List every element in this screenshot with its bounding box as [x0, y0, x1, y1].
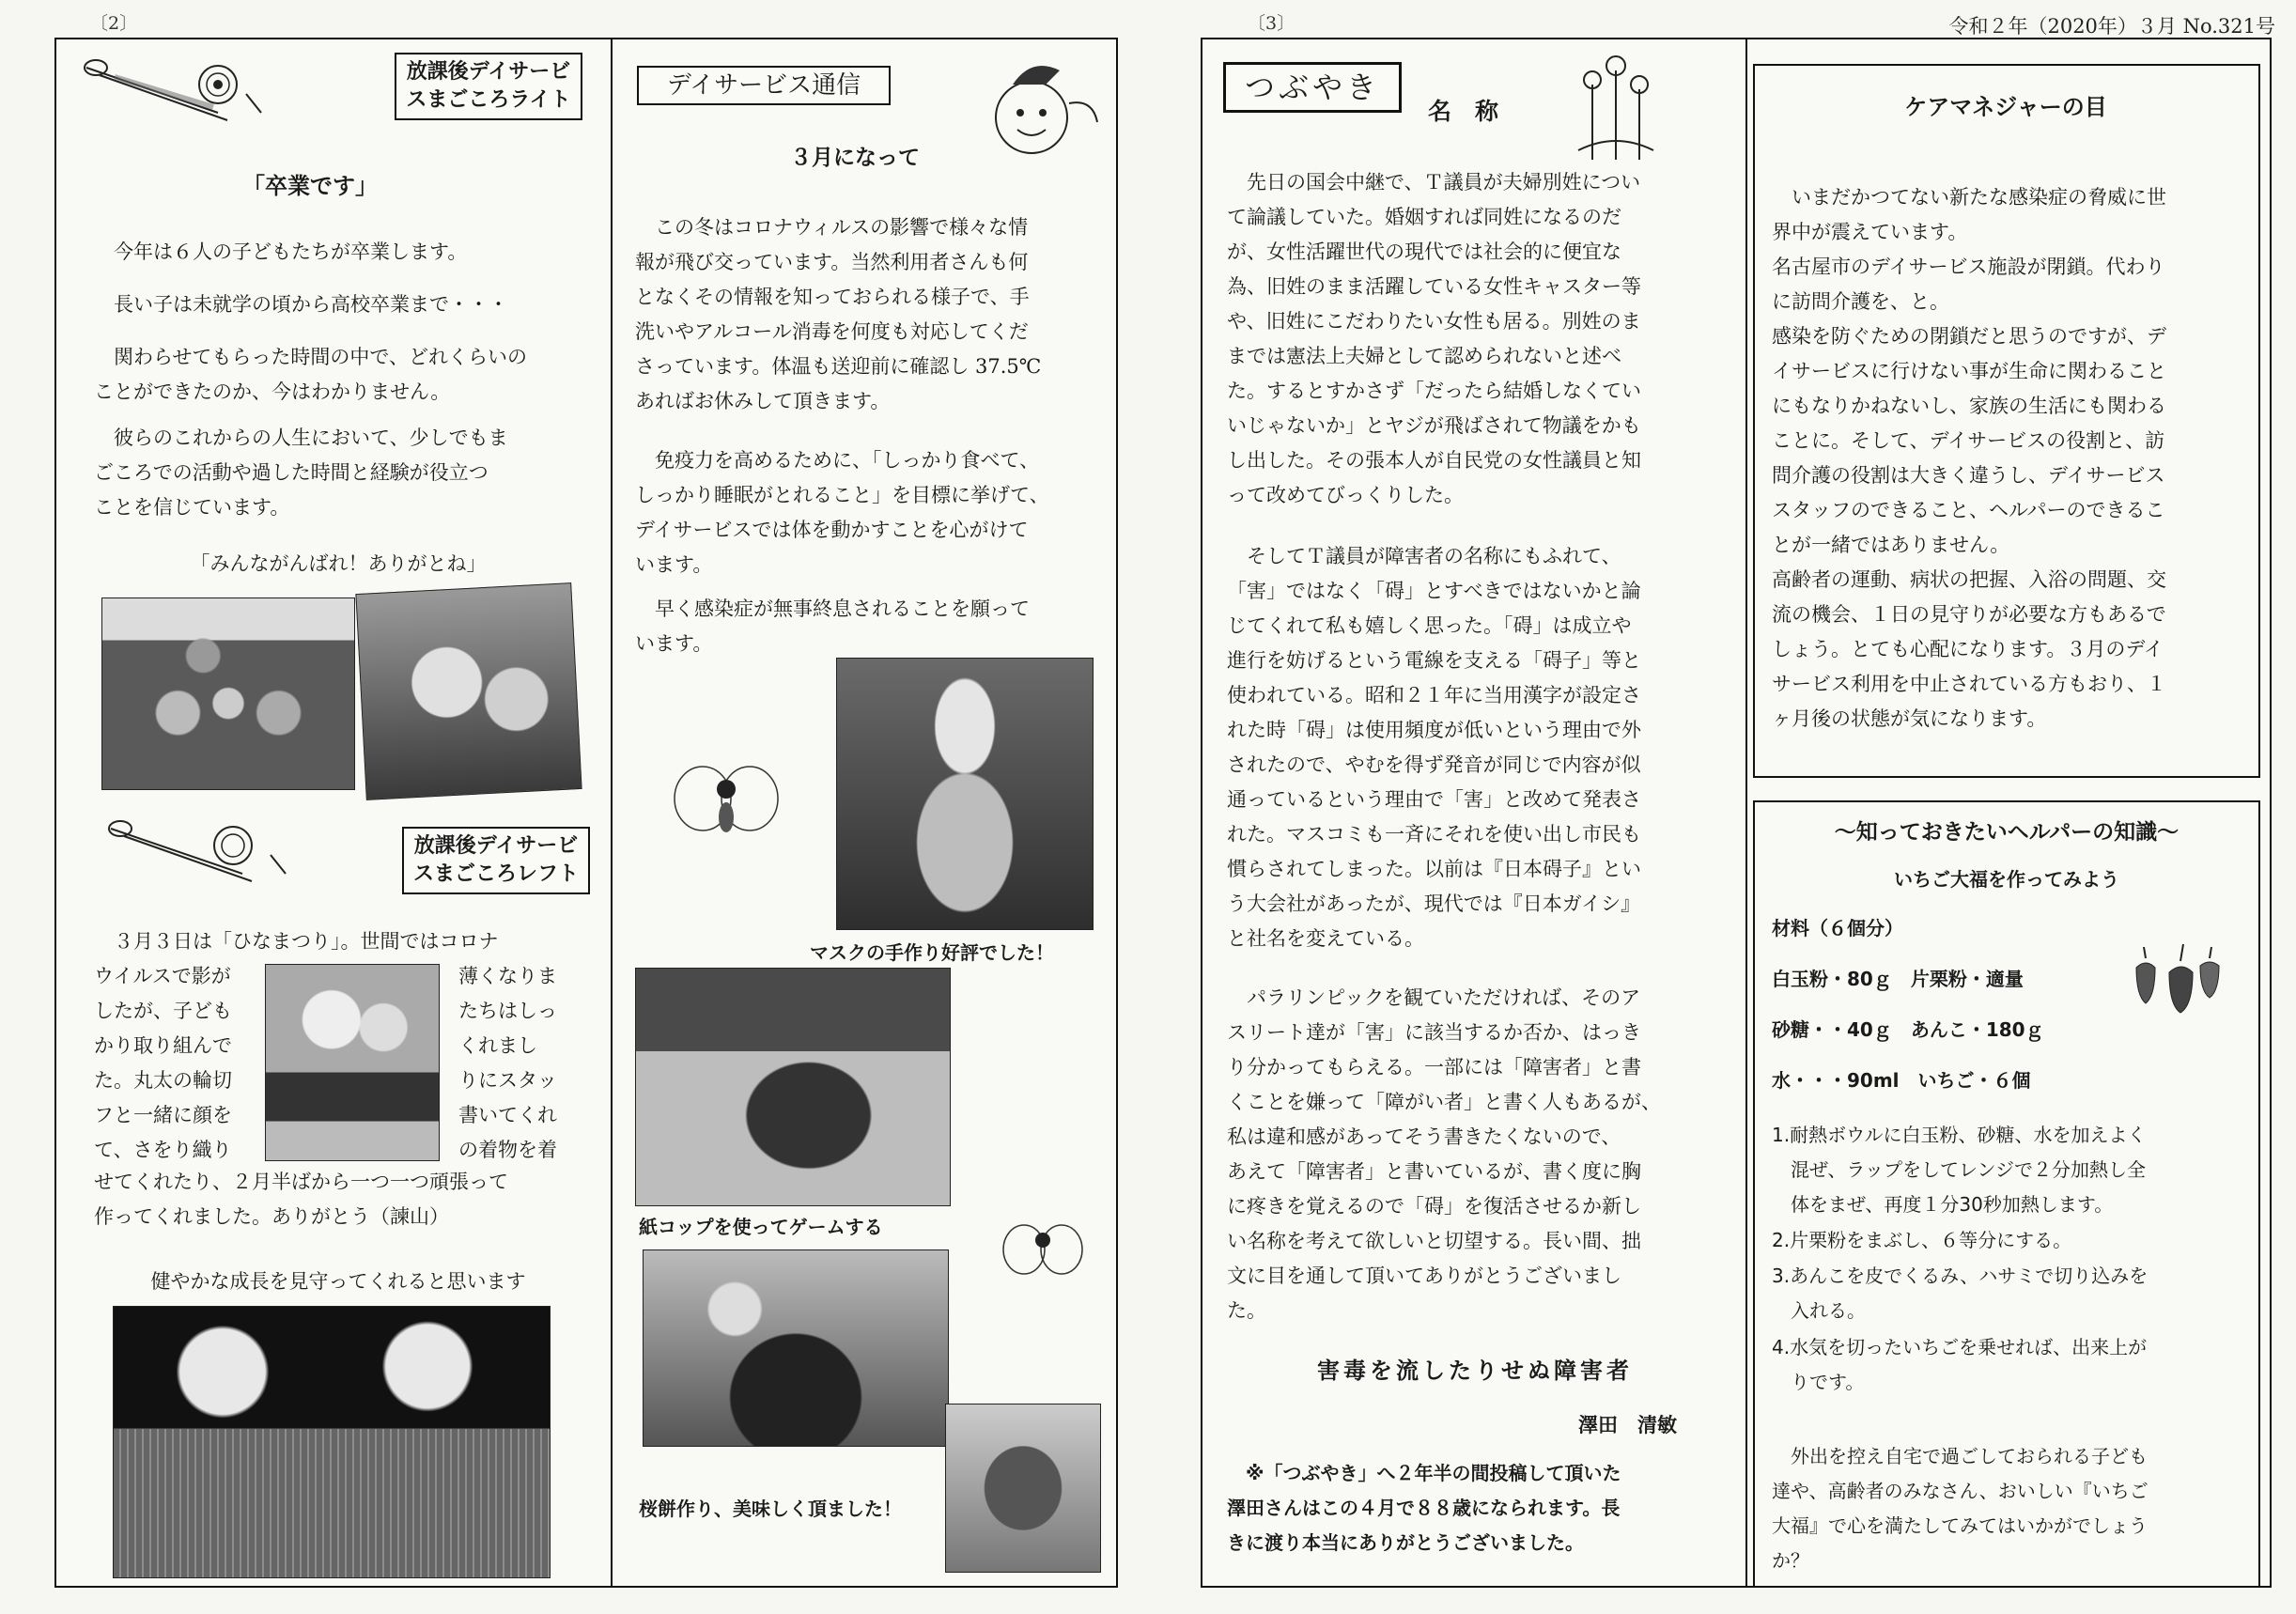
helper-title: ～知っておきたいヘルパーの知識～	[1834, 820, 2180, 845]
light-cheer: 「みんながんばれ！ありがとね」	[190, 552, 487, 575]
tsubuyaki-badge: つぶやき	[1223, 62, 1402, 113]
left-paragraph-2: せてくれたり、２月半ばから一つ一つ頑張って 作ってくれました。ありがとう（諫山）	[94, 1171, 508, 1228]
care-manager-title: ケアマネジャーの目	[1904, 94, 2107, 120]
bee-illustration	[996, 1212, 1090, 1296]
light-badge: 放課後デイサービ スまごころライト	[395, 53, 582, 120]
light-paragraph-3: 関わらせてもらった時間の中で、どれくらいの ことができたのか、今はわかりません。	[94, 346, 527, 403]
strawberry-illustration	[2118, 930, 2230, 1024]
page-number-left: 〔2〕	[90, 13, 138, 34]
tsubuyaki-title: 名 称	[1428, 98, 1499, 125]
sakura-mochi-making-photo	[643, 1249, 949, 1447]
left-page-column-divider	[611, 38, 613, 1588]
light-paragraph-1: 今年は６人の子どもたちが卒業します。	[94, 241, 468, 263]
graduation-portrait-photo	[355, 582, 582, 800]
page-number-right: 〔3〕	[1248, 13, 1295, 34]
light-paragraph-2: 長い子は未就学の頃から高校卒業まで・・・	[94, 293, 508, 316]
day-service-paragraph-2: 免疫力を高めるために、「しっかり食べて、 しっかり睡眠がとれること」を目標に挙げて、 デイサービスでは体を動かすことを心がけて います。	[635, 449, 1049, 576]
mascot-illustration	[966, 47, 1107, 169]
tsubuyaki-haiku: 害毒を流したりせぬ障害者	[1317, 1357, 1633, 1384]
caption-sakura-mochi: 桜餅作り、美味しく頂ました！	[639, 1498, 902, 1520]
day-service-paragraph-3: 早く感染症が無事終息されることを願って います。	[635, 597, 1030, 655]
left-paragraph-1: ３月３日は「ひなまつり」。世間ではコロナ ウイルスで影が したが、子ども かり取り組んで た。丸太の輪切 フと一緒に顔を て、さをり織り	[94, 930, 499, 1161]
care-manager-body: いまだかつてない新たな感染症の脅威に世 界中が震えています。 名古屋市のデイサービス施設が閉鎖。代わり に訪問介護を、と。 感染を防ぐための閉鎖だと思うのですが、デ イサービスに行けない事が生命に関わること にもなりかねないし、家族の生活にも関わる ことに。そして、デイサービスの役割と、訪 問介護の役割は大きく違うし、デイサービス スタッフのできること、ヘルパーのできるこ とが一緒ではありません。 高齢者の運動、病状の把握、入浴の問題、交 流の機会、１日の見守りが必要な方もあるで しょう。とても心配になります。３月のデイ サービス利用を中止されている方もおり、１ ヶ月後の状態が気になります。	[1772, 186, 2166, 730]
helper-subtitle: いちご大福を作ってみよう	[1894, 868, 2119, 891]
bee-illustration	[665, 752, 787, 855]
tsubuyaki-paragraph-2: そしてＴ議員が障害者の名称にもふれて、 「害」ではなく「碍」とすべきではないかと論 じてくれて私も嬉しく思った。「碍」は成立や 進行を妨げるという電線を支える「碍子」等と 使われている。昭和２１年に当用漢字が設定さ れた時「碍」は使用頻度が低いという理由で外 されたので、やむを得ず発音が同じで内容が似 通っているという理由で「害」と改めて発表さ れた。マスコミも一斉にそれを使い出し市民も 慣らされてしまった。以前は『日本碍子』とい う大会社があったが、現代では『日本ガイシ』 と社名を変えている。	[1227, 545, 1641, 950]
weaving-loom-illustration	[77, 47, 265, 122]
left-badge: 放課後デイサービ スまごころレフト	[402, 827, 590, 894]
recipe-step-3: 3.あんこを皮でくるみ、ハサミで切り込みを 入れる。	[1772, 1265, 2149, 1322]
light-paragraph-4: 彼らのこれからの人生において、少しでもま ごころでの活動や過した時間と経験が役立つ ことを信じています。	[94, 427, 508, 519]
hina-doll-craft-photo	[265, 964, 440, 1161]
caption-cup-game: 紙コップを使ってゲームする	[639, 1216, 883, 1238]
recipe-step-1: 1.耐熱ボウルに白玉粉、砂糖、水を加えよく 混ぜ、ラップをしてレンジで２分加熱し全 体をまぜ、再度１分30秒加熱します。	[1772, 1124, 2147, 1216]
ingredient-line-3: 水・・・90ml いちご・６個	[1772, 1069, 2031, 1092]
day-service-title: ３月になって	[790, 146, 920, 170]
flower-illustration	[1559, 47, 1672, 160]
helper-closing: 外出を控え自宅で過ごしておられる子ども 達や、高齢者のみなさん、おいしい『いちご 大福』で心を満たしてみてはいかがでしょう か？	[1772, 1445, 2149, 1572]
recipe-step-4: 4.水気を切ったいちごを乗せれば、出来上が りです。	[1772, 1336, 2148, 1393]
right-page-column-divider	[1745, 38, 1747, 1588]
issue-date: 令和２年（2020年）３月 No.321号	[1948, 15, 2275, 38]
paper-cup-game-photo	[635, 968, 951, 1206]
tsubuyaki-note: ※「つぶやき」へ２年半の間投稿して頂いた 澤田さんはこの４月で８８歳になられます。長 きに渡り本当にありがとうございました。	[1227, 1462, 1621, 1554]
mask-wearing-resident-photo	[836, 658, 1094, 930]
tsubuyaki-paragraph-1: 先日の国会中継で、Ｔ議員が夫婦別姓につい て論議していた。婚姻すれば同姓になるのだ が、女性活躍世代の現代では社会的に便宜な 為、旧姓のまま活躍している女性キャスター等 や、旧姓にこだわりたい女性も居る。別姓のま までは憲法上夫婦として認められないと述べ た。するとすかさず「だったら結婚しなくてい いじゃないか」とヤジが飛ばされて物議をかも し出した。その張本人が自民党の女性議員と知 って改めてびっくりした。	[1227, 171, 1641, 506]
light-title: 「卒業です」	[242, 173, 378, 199]
tsubuyaki-author: 澤田 清敏	[1578, 1413, 1677, 1436]
ingredient-line-1: 白玉粉・80ｇ 片栗粉・適量	[1772, 968, 2024, 990]
left-closing: 健やかな成長を見守ってくれると思います	[150, 1270, 526, 1293]
day-service-paragraph-1: この冬はコロナウィルスの影響で様々な情 報が飛び交っています。当然利用者さんも何 となくその情報を知っておられる様子で、手 洗いやアルコール消毒を何度も対応してくだ さっています。体温も送迎前に確認し 37.5℃ あればお休みして頂きます。	[635, 216, 1042, 412]
ingredients-heading: 材料（６個分）	[1772, 917, 1903, 939]
caption-mask: マスクの手作り好評でした！	[810, 941, 1054, 964]
ingredient-line-2: 砂糖・・40ｇ あんこ・180ｇ	[1772, 1018, 2044, 1041]
sakura-mochi-photo	[945, 1404, 1101, 1573]
tsubuyaki-paragraph-3: パラリンピックを観ていただければ、そのア スリート達が「害」に該当するか否か、はっき り分かってもらえる。一部には「障害者」と書 くことを嫌って「障がい者」と書く人もあるが、 私は違和感があってそう書きたくないので、 あえて「障害者」と書いているが、書く度に胸 に疼きを覚えるので「碍」を復活させるか新し い名称を考えて欲しいと切望する。長い間、拙 文に目を通して頂いてありがとうございまし た。	[1227, 986, 1661, 1322]
hina-dolls-photo	[113, 1306, 551, 1578]
day-service-badge: デイサービス通信	[637, 66, 891, 105]
left-paragraph-1-right: 薄くなりま たちはしっ くれまし りにスタッ 書いてくれ の着物を着	[458, 965, 557, 1161]
graduation-group-photo	[101, 597, 355, 790]
weaving-loom-illustration	[101, 808, 289, 883]
recipe-step-2: 2.片栗粉をまぶし、６等分にする。	[1772, 1229, 2072, 1251]
